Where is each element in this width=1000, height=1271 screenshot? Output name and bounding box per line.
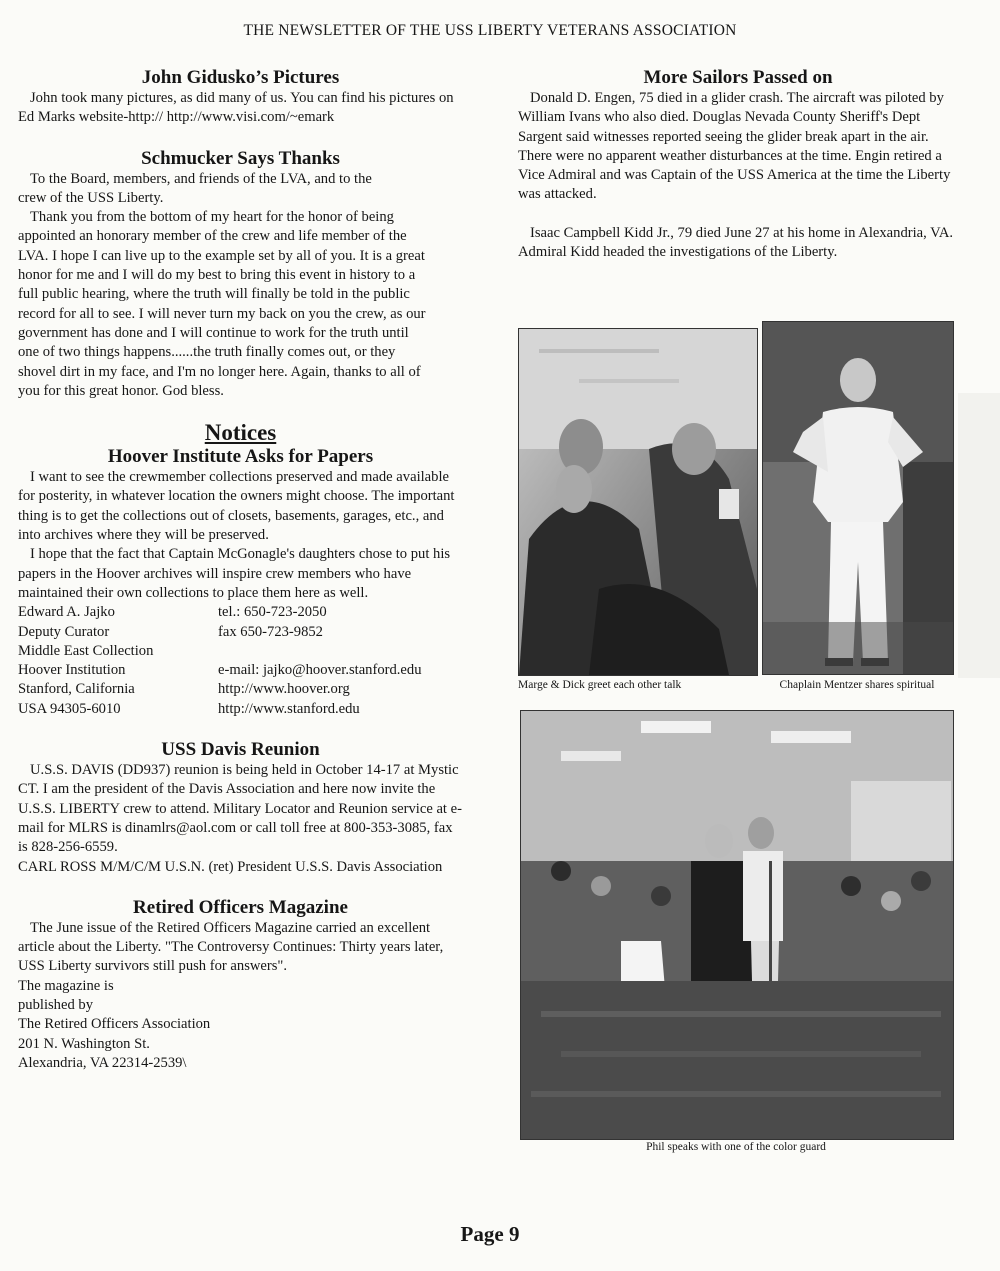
contact-left: Middle East Collection <box>18 642 154 659</box>
contact-left: Hoover Institution <box>18 662 126 679</box>
page-number: Page 9 <box>460 1222 520 1246</box>
article-retired-officers <box>18 897 463 1073</box>
article-paragraph: John took many pictures, as did many of us. You can find his pictures on Ed Marks website-http:// http://www.visi.com/~emark <box>18 90 454 126</box>
article-signature: CARL ROSS M/M/C/M U.S.N. (ret) President U.S.S. Davis Association <box>18 858 443 875</box>
article-title: Schmucker Says Thanks <box>141 147 340 169</box>
article-paragraph: To the Board, members, and friends of the LVA, and to the crew of the USS Liberty. <box>18 170 372 206</box>
article-schmucker <box>18 148 463 402</box>
article-paragraph: The June issue of the Retired Officers Magazine carried an excellent article about the Liberty. "The Controversy Continues: Thirty years later, USS Liberty survivors still push for answers". <box>18 919 444 975</box>
left-column <box>18 67 463 1073</box>
contact-left: Stanford, California <box>18 681 135 698</box>
article-gidusko <box>18 67 463 128</box>
photo-image <box>521 711 953 1139</box>
notices-heading: Notices <box>204 420 277 446</box>
photo-caption: Phil speaks with one of the color guard <box>646 1141 826 1153</box>
contact-url: http://www.stanford.edu <box>218 700 360 717</box>
address-line: 201 N. Washington St. <box>18 1035 150 1052</box>
contact-left: Deputy Curator <box>18 623 110 640</box>
contact-left: USA 94305-6010 <box>18 700 121 717</box>
address-line: published by <box>18 996 93 1013</box>
right-column <box>518 67 958 262</box>
article-title: John Gidusko’s Pictures <box>141 67 340 88</box>
photo-marge-dick <box>518 328 758 676</box>
article-title: USS Davis Reunion <box>161 739 320 761</box>
contact-left: Edward A. Jajko <box>18 604 115 621</box>
photo-caption: Marge & Dick greet each other talk <box>518 679 682 691</box>
article-paragraph: I hope that the fact that Captain McGonagle's daughters chose to put his papers in the Hoover archives will inspire crew members who have maintained their own collections to place them here as well. <box>18 546 451 601</box>
notices-section <box>18 420 463 719</box>
address-line: The magazine is <box>18 977 114 994</box>
article-paragraph: U.S.S. DAVIS (DD937) reunion is being held in October 14-17 at Mystic CT. I am the president of the Davis Association and here now invite the U.S.S. LIBERTY crew to attend. Military Locator and Reunion service at e-mail for MLRS is dinamlrs@aol.com or call toll free at 800-353-3085, fax is 828-256-6559. <box>18 762 462 856</box>
photo-color-guard <box>520 710 954 1140</box>
address-line: The Retired Officers Association <box>18 1016 211 1033</box>
contact-right <box>218 642 463 661</box>
address-line: Alexandria, VA 22314-2539\ <box>18 1054 187 1071</box>
photo-caption: Chaplain Mentzer shares spiritual <box>779 679 935 691</box>
article-paragraph: Donald D. Engen, 75 died in a glider crash. The aircraft was piloted by William Ivans who also died. Douglas Nevada County Sheriff's Dept Sargent said witnesses reported seeing the glider break apart in the air. There were no apparent weather disturbances at the time. Engin retired a Vice Admiral and was Captain of the USS America at the time the Liberty was attacked. <box>518 90 951 203</box>
contact-email: e-mail: jajko@hoover.stanford.edu <box>218 662 422 679</box>
photo-image <box>519 329 757 675</box>
contact-url: http://www.hoover.org <box>218 681 350 698</box>
article-sailors-passed <box>518 67 958 262</box>
contact-right: tel.: 650-723-2050 <box>218 604 327 621</box>
article-paragraph: Isaac Campbell Kidd Jr., 79 died June 27 at his home in Alexandria, VA. Admiral Kidd headed the investigations of the Liberty. <box>518 224 954 261</box>
article-paragraph: Thank you from the bottom of my heart for the honor of being appointed an honorary member of the crew and life member of the LVA. I hope I can live up to the example set by all of you. It is a great honor for me and I will do my best to bring this event in history to a full public hearing, where the truth will finally be told in the public record for all to see. I will never turn my back on you the crew, as our government has done and I will continue to work for the truth until one of two things happens......the truth finally comes out, or they shovel dirt in my face, and I'm no longer here. Again, thanks to all of you for this great honor. God bless. <box>18 209 426 399</box>
article-title: Hoover Institute Asks for Papers <box>107 446 374 468</box>
article-title: Retired Officers Magazine <box>133 896 348 918</box>
photo-image <box>763 322 953 674</box>
article-paragraph: I want to see the crewmember collections preserved and made available for posterity, in whatever location the owners might choose. The important thing is to get the collections out of closets, basements, garages, etc., and into archives where they will be preserved. <box>18 469 455 544</box>
contact-right: fax 650-723-9852 <box>218 623 323 640</box>
scan-artifact <box>958 393 1000 678</box>
newsletter-masthead: THE NEWSLETTER OF THE USS LIBERTY VETERANS ASSOCIATION <box>243 22 737 39</box>
photo-chaplain-mentzer <box>762 321 954 675</box>
contact-block <box>18 603 463 719</box>
article-davis <box>18 739 463 877</box>
article-title: More Sailors Passed on <box>643 67 833 88</box>
